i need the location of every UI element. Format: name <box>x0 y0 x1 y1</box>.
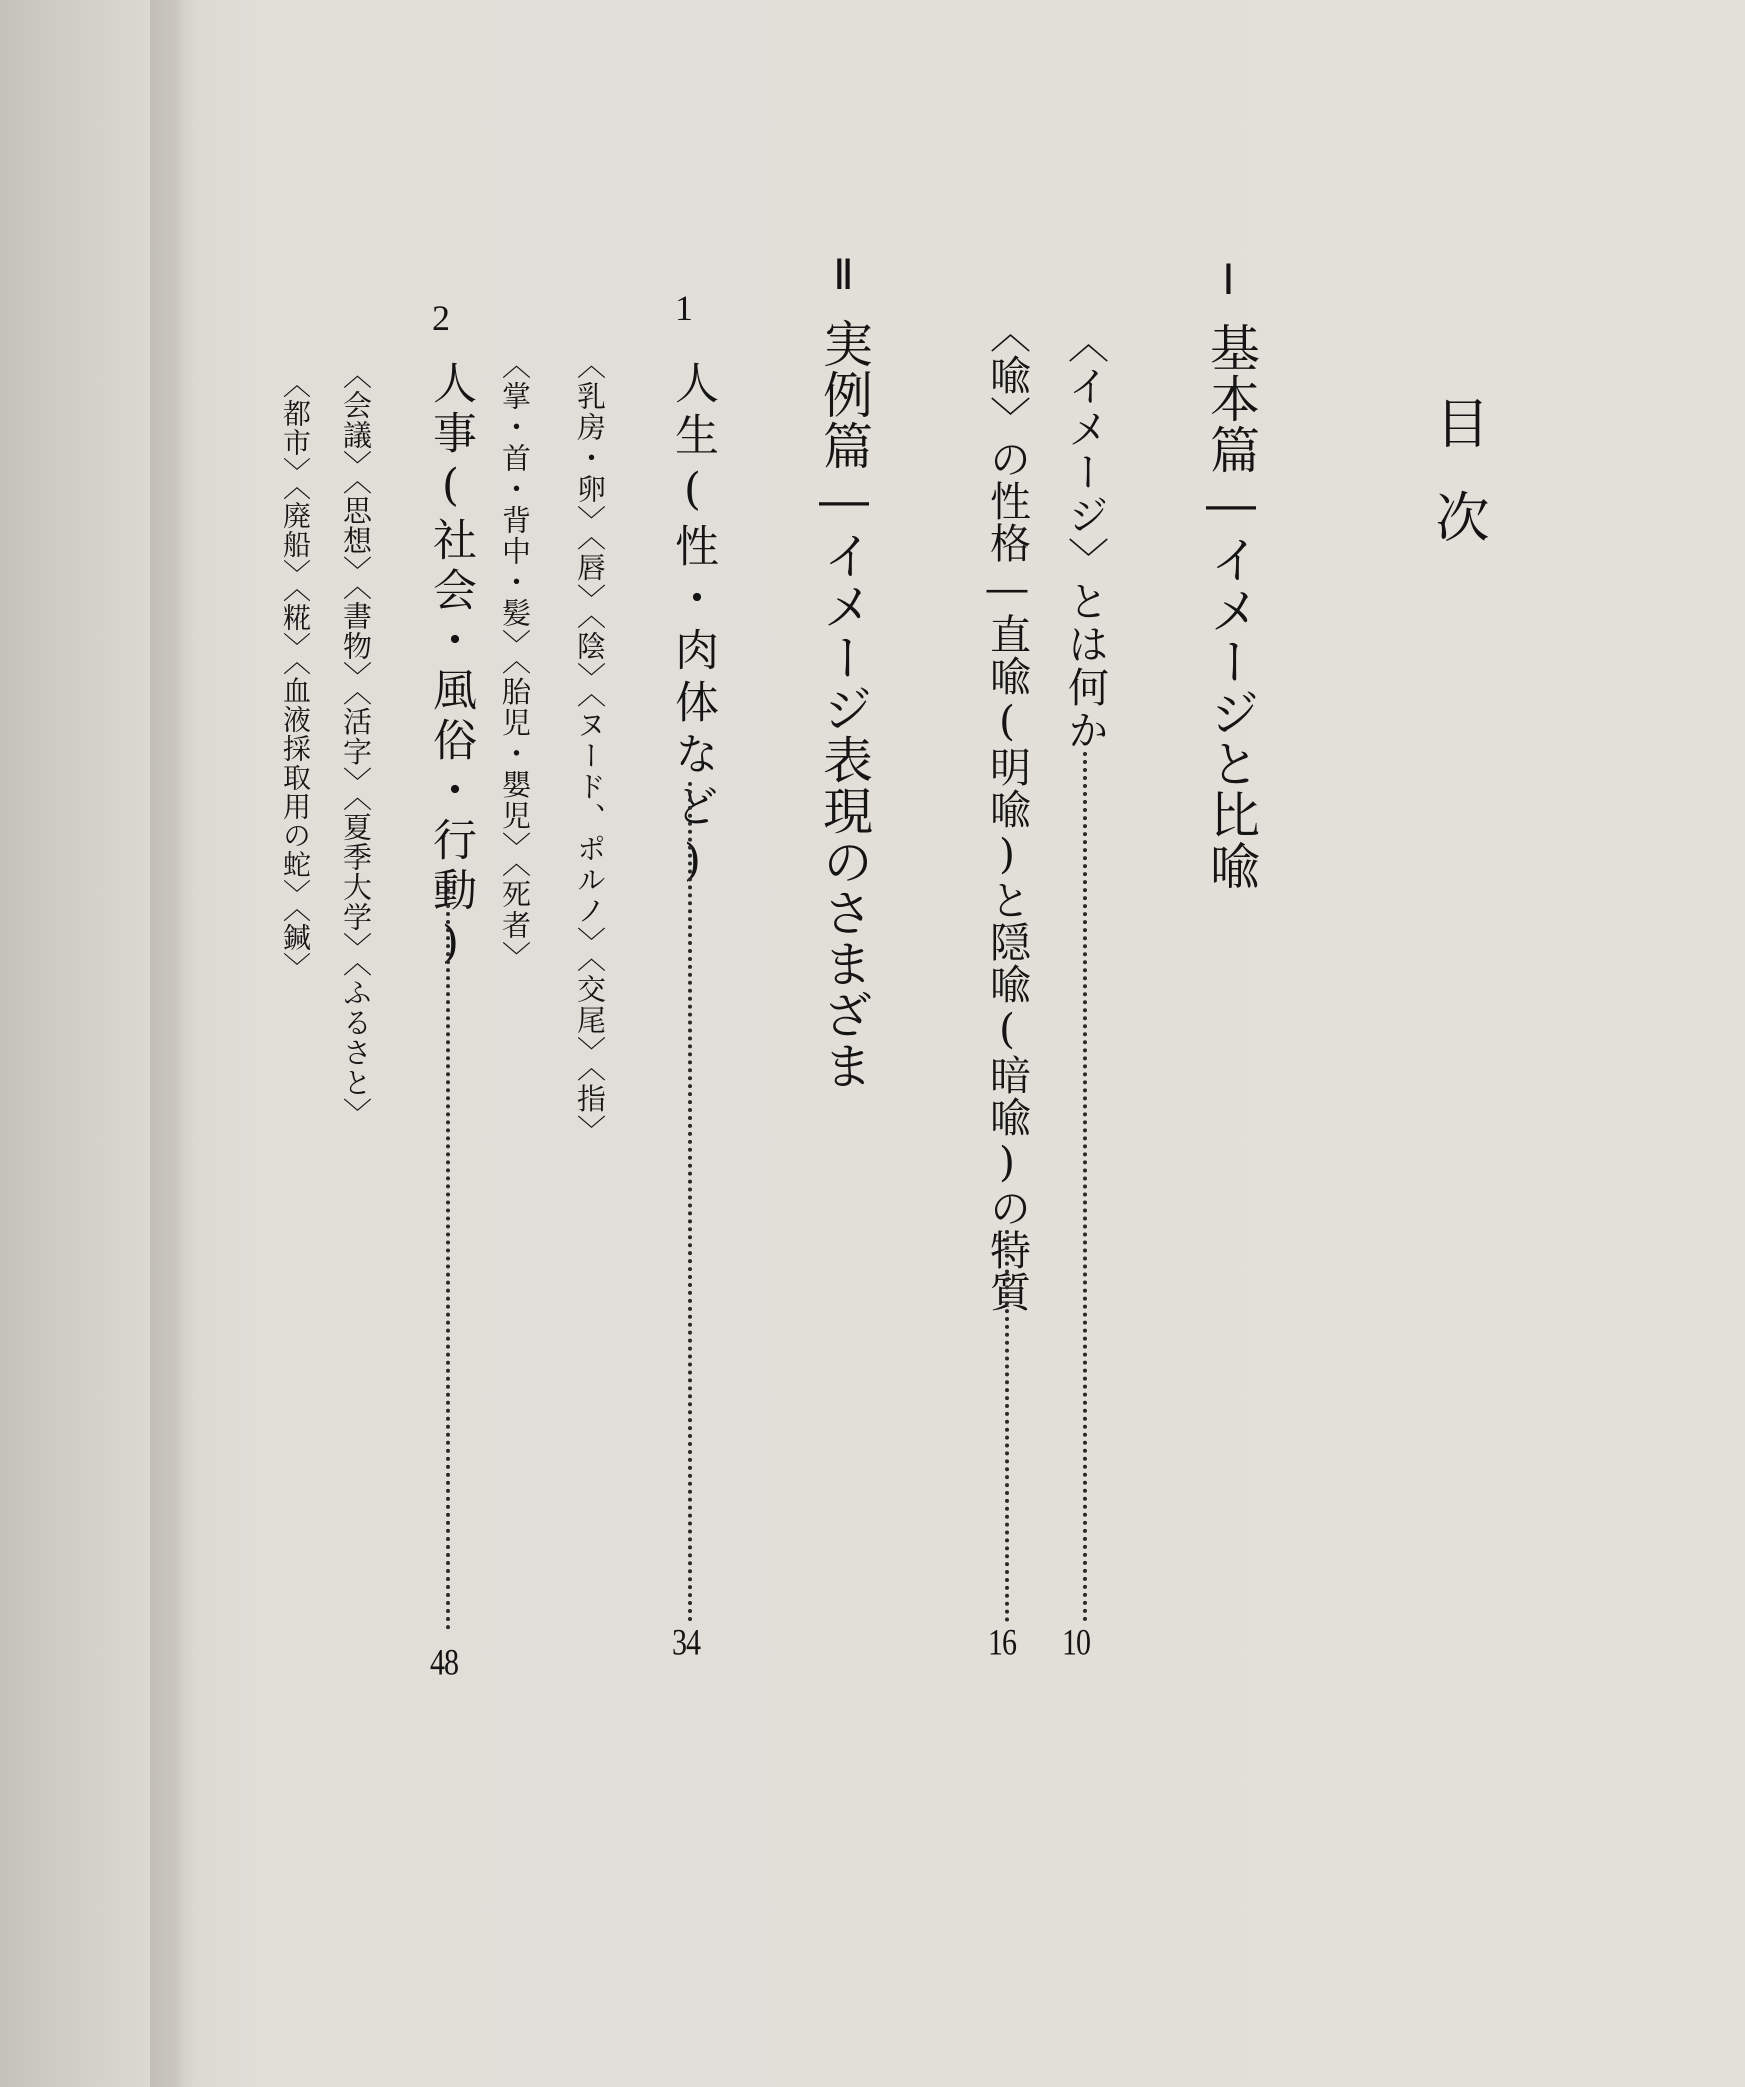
part1-heading: 基本篇―イメージと比喩 <box>1202 322 1260 891</box>
leader-dots <box>1083 752 1087 1622</box>
section-1-items-line1: 〈乳房・卵〉〈唇〉〈陰〉〈ヌード、ポルノ〉〈交尾〉〈指〉 <box>573 350 607 1146</box>
section-2-heading[interactable]: 人事(社会・風俗・行動) <box>425 360 476 974</box>
toc-entry-1[interactable]: 〈イメージ〉とは何か <box>1061 322 1109 752</box>
part1-numeral: Ⅰ <box>1204 255 1250 304</box>
page-number: 16 <box>988 1622 1016 1664</box>
toc-entry-2[interactable]: 〈喩〉の性格―直喩(明喩)と隠喩(暗喩)の特質 <box>983 312 1031 1313</box>
page-title: 目次 <box>1427 395 1490 583</box>
part2-numeral: Ⅱ <box>819 250 865 299</box>
page-number: 34 <box>672 1622 700 1664</box>
section-1-number: 1 <box>664 288 704 328</box>
section-2-items-line1: 〈会議〉〈思想〉〈書物〉〈活字〉〈夏季大学〉〈ふるさと〉 <box>339 360 373 1128</box>
page-number: 10 <box>1062 1622 1090 1664</box>
toc-title <box>1420 395 1497 583</box>
leader-dots <box>1005 1230 1009 1622</box>
section-1-items-line2: 〈掌・首・背中・髪〉〈胎児・嬰児〉〈死者〉 <box>498 350 532 972</box>
section-2-items-line2: 〈都市〉〈廃船〉〈糀〉〈血液採取用の蛇〉〈鍼〉 <box>279 370 312 981</box>
leader-dots <box>446 880 450 1630</box>
leader-dots <box>688 782 692 1622</box>
section-1-heading[interactable]: 人生(性・肉体など) <box>667 360 718 894</box>
page-gutter-shadow <box>150 0 195 2087</box>
section-2-number: 2 <box>421 298 461 338</box>
page-number: 48 <box>430 1642 458 1684</box>
part2-heading: 実例篇―イメージ表現のさまざま <box>815 318 873 1091</box>
